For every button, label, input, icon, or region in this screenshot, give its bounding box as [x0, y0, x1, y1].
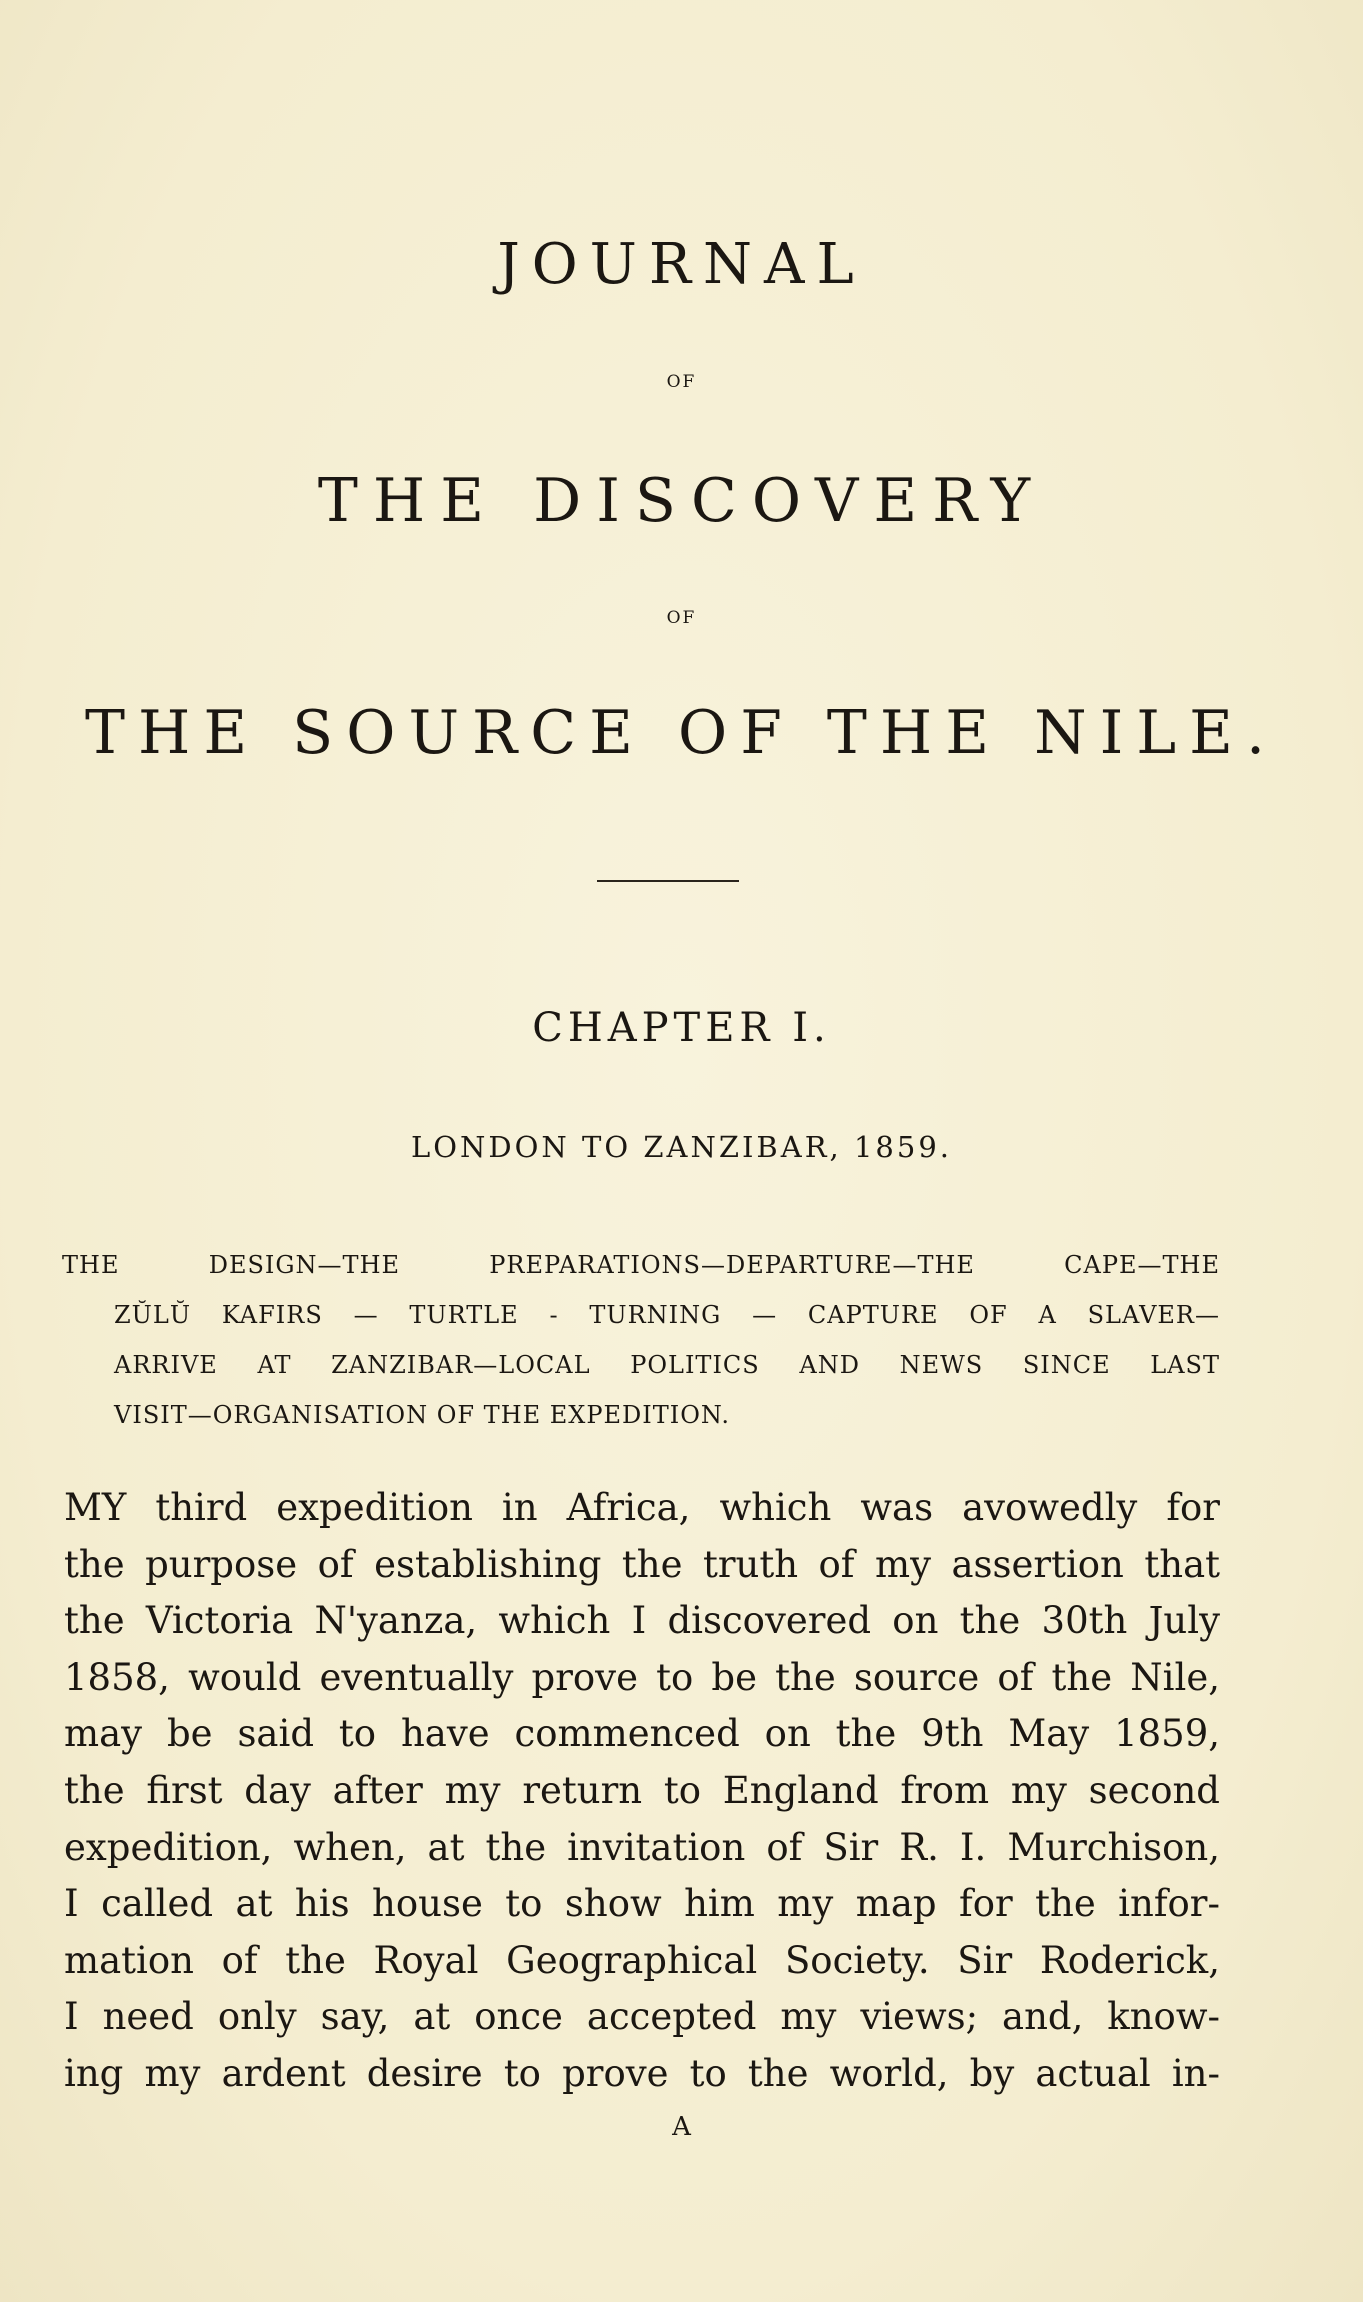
chapter-subtitle: LONDON TO ZANZIBAR, 1859. [411, 1130, 952, 1164]
body-line: the Victoria N'yanza, which I discovered on the 30th July [64, 1599, 1220, 1643]
body-line: expedition, when, at the invitation of Sir R. I. Murchison, [64, 1825, 1220, 1869]
title-of-2: OF [666, 608, 697, 628]
body-line: mation of the Royal Geographical Society. Sir Roderick, [64, 1938, 1220, 1982]
body-line: I called at his house to show him my map for the infor- [64, 1882, 1220, 1926]
synopsis-line: VISIT—ORGANISATION OF THE EXPEDITION. [114, 1401, 731, 1429]
title-source-of-nile: THE SOURCE OF THE NILE. [84, 698, 1279, 768]
body-line: the first day after my return to England from my second [64, 1768, 1220, 1812]
title-of-1: OF [666, 372, 697, 392]
title-journal: JOURNAL [497, 232, 866, 297]
signature-mark: A [672, 2112, 691, 2142]
section-rule [597, 880, 739, 882]
body-line: the purpose of establishing the truth of my assertion that [64, 1542, 1220, 1586]
chapter-synopsis [62, 1240, 1220, 1440]
body-line: MY third expedition in Africa, which was avowedly for [64, 1486, 1220, 1529]
body-line: 1858, would eventually prove to be the source of the Nile, [64, 1655, 1220, 1699]
title-discovery: THE DISCOVERY [317, 466, 1046, 536]
synopsis-line: ZŬLŬ KAFIRS — TURTLE - TURNING — CAPTURE OF A SLAVER— [114, 1301, 1220, 1329]
body-paragraph [64, 1480, 1220, 2103]
synopsis-line: ARRIVE AT ZANZIBAR—LOCAL POLITICS AND NEWS SINCE LAST [114, 1351, 1220, 1379]
body-line: I need only say, at once accepted my views; and, know- [64, 1995, 1220, 2039]
chapter-heading: CHAPTER I. [532, 1005, 831, 1051]
synopsis-line: THE DESIGN—THE PREPARATIONS—DEPARTURE—THE CAPE—THE [62, 1251, 1220, 1279]
body-line: may be said to have commenced on the 9th May 1859, [64, 1712, 1220, 1756]
body-line: ing my ardent desire to prove to the world, by actual in- [64, 2051, 1220, 2095]
